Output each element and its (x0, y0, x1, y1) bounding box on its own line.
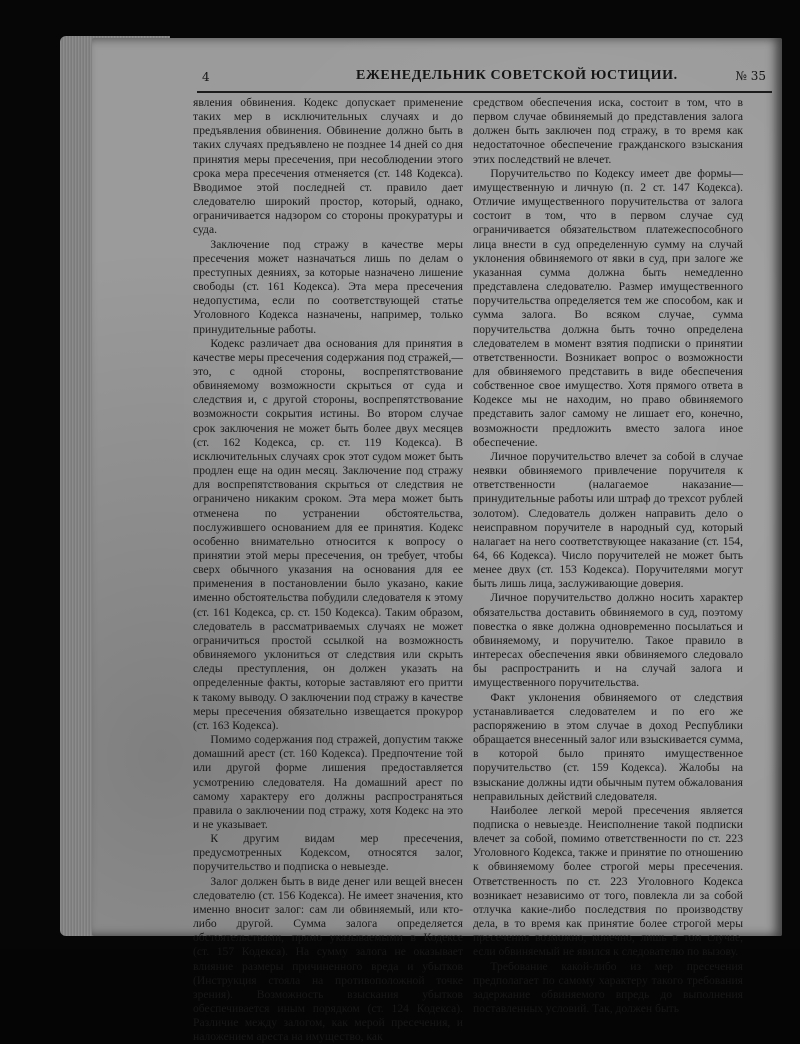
running-header (110, 66, 772, 88)
paragraph: Личное поручительство должно носить характер обязательства доставить обвиняемого в суд, поэтому повестка о явке должна одновременно посылаться и обвиняемому, и поручителю. Такое правило в интересах обеспечения явки обвиняемого следовало бы распространить и на случай залога и имущественного поручительства. (473, 591, 743, 690)
paragraph: средством обеспечения иска, состоит в том, что в первом случае обвиняемый до представления залога должен быть заключен под стражу, в то время как недостаточное обеспечение гражданского взыскания этих последствий не влечет. (473, 96, 743, 166)
right-column (473, 96, 743, 1016)
paragraph: Помимо содержания под стражей, допустим также домашний арест (ст. 160 Кодекса). Предпочтение той или другой форме лишения предоставляется усмотрению следователя. На домашний арест по самому характеру его должны распространяться правила о заключении под стражу, хотя Кодекс на это и не указывает. (193, 733, 463, 831)
journal-title: ЕЖЕНЕДЕЛЬНИК СОВЕТСКОЙ ЮСТИЦИИ. (356, 68, 678, 83)
header-rule (197, 91, 772, 93)
paragraph: Заключение под стражу в качестве меры пресечения может назначаться лишь по делам о преступных деяниях, за которые назначено лишение свободы (ст. 161 Кодекса). Эта мера пресечения недопустима, если по соответствующей статье Уголовного Кодекса назначены, например, только принудительные работы. (193, 237, 463, 336)
page-number: 4 (202, 70, 210, 84)
issue-number: № 35 (735, 69, 766, 83)
paragraph: К другим видам мер пресечения, предусмотренных Кодексом, относятся залог, поручительство и подписка о невыезде. (193, 832, 463, 874)
left-column (193, 96, 463, 1044)
paragraph: Факт уклонения обвиняемого от следствия устанавливается следователем и по его же распоряжению в этом случае в доход Республики обращается внесенный залог или взыскивается сумма, в которой было принято имущественное поручительство (ст. 159 Кодекса). Жалобы на взыскание должны идти обычным путем обжалования неправильных действий следователя. (473, 690, 743, 803)
paragraph: Залог должен быть в виде денег или вещей внесен следователю (ст. 156 Кодекса). Не имеет значения, кто именно вносит залог: сам ли обвиняемый, или кто-либо другой. Сумма залога определяется обстоятельствами, прямо указываемыми в Кодексе (ст. 157 Кодекса). На сумму залога не оказывает влияние размеры причиненного вреда и убытков (Инструкция стояла на противоположной точке зрения). Возможность взыскания убытков обеспечивается иным порядком (ст. 124 Кодекса). Различие между залогом, как мерой пресечения, и наложением ареста на имущество, как (193, 874, 463, 1044)
paragraph: явления обвинения. Кодекс допускает применение таких мер в исключительных случаях и до предъявления обвинения. Обвинение должно быть в таких случаях предъявлено не позднее 14 дней со дня принятия меры пресечения, при несоблюдении этого срока мера пресечения отменяется (ст. 148 Кодекса). Вводимое этой последней ст. правило дает следователю широкий простор, который, однако, ограничивается надзором со стороны прокуратуры и суда. (193, 96, 463, 237)
paragraph: Требование какой-либо из мер пресечения предполагает по самому характеру такого требования задержание обвиняемого впредь до выполнения поставленных условий. Так, должен быть (473, 959, 743, 1015)
paragraph: Личное поручительство влечет за собой в случае неявки обвиняемого привлечение поручителя к ответственности (налагаемое наказание—принудительные работы или штраф до трехсот рублей золотом). Следователь должен направить дело о неисправном поручителе в народный суд, который налагает на него соответствующее наказание (ст. 154, 64, 66 Кодекса). Число поручителей не может быть менее двух (ст. 153 Кодекса). Поручителями могут быть лишь лица, заслуживающие доверия. (473, 449, 743, 591)
paragraph: Кодекс различает два основания для принятия в качестве меры пресечения содержания под стражей,—это, с одной стороны, воспрепятствование обвиняемому возможности скрыться от суда и следствия и, с другой стороны, воспрепятствование возможности сокрытия истины. Во втором случае срок заключения не может быть более двух месяцев (ст. 162 Кодекса, ср. ст. 119 Кодекса). В исключительных случаях срок этот судом может быть продлен еще на один месяц. Заключение под стражу для воспрепятствования скрыться от следствия не ограничено никаким сроком. Эта мера может быть отменена по устранении обстоятельства, послужившего основанием для ее принятия. Кодекс особенно внимательно относится к вопросу о принятии этой меры пресечения, он требует, чтобы сверх обычного указания на основания для ее применения в постановлении было указано, какие именно обстоятельства побудили следователя к этому (ст. 161 Кодекса, ср. ст. 150 Кодекса). Таким образом, следователь в рассматриваемых случаях не может ограничиться простой ссылкой на возможность обвиняемого уклониться от следствия или скрыть следы преступления, он должен указать на определенные факты, которые заставляют его притти к такому выводу. О заключении под стражу в качестве меры пресечения обязательно извещается прокурор (ст. 163 Кодекса). (193, 336, 463, 732)
paragraph: Поручительство по Кодексу имеет две формы—имущественную и личную (п. 2 ст. 147 Кодекса). Отличие имущественного поручительства от залога состоит в том, что в первом случае суд ограничивается обязательством платежеспособного лица внести в суд определенную сумму на случай уклонения обвиняемого от явки в суд, при залоге же указанная сумма должна быть немедленно представлена следователю. Размер имущественного поручительства определяется тем же способом, как и сумма залога. Во всяком случае, сумма поручительства должна быть точно определена следователем в момент взятия подписки о принятии ответственности. Возникает вопрос о возможности для обвиняемого представить в виде обеспечения собственное свое имущество. Хотя прямого ответа в Кодексе мы не находим, но право обвиняемого представить залог самому не лишает его, конечно, возможности предложить вместо залога иное обеспечение. (473, 166, 743, 449)
paragraph: Наиболее легкой мерой пресечения является подписка о невыезде. Неисполнение такой подписки влечет за собой, помимо ответственности по ст. 223 Уголовного Кодекса, также и принятие по отношению к обвиняемому более строгой меры пресечения. Ответственность по ст. 223 Уголовного Кодекса возникает независимо от того, повлекла ли за собой отлучка какие-либо последствия по производству дела, в то время как принятие более строгой меры пресечения возможно, конечно, лишь в том случае, если обвиняемый не явился к следователю по вызову. (473, 803, 743, 959)
